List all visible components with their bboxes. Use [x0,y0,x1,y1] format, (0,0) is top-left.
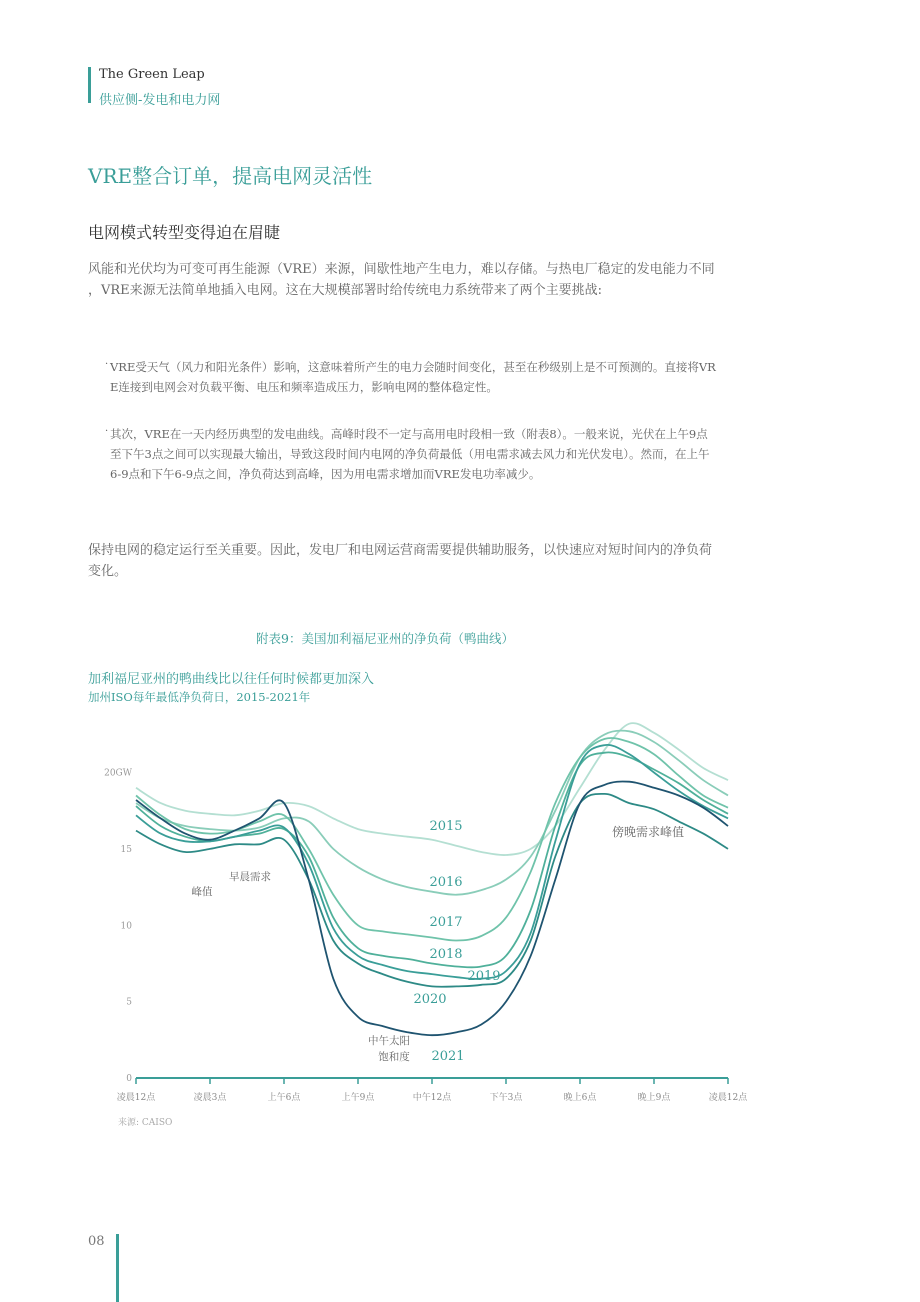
x-tick-label: 凌晨12点 [708,1093,748,1103]
x-tick-label: 上午9点 [341,1093,375,1103]
section-subtitle: 电网模式转型变得迫在眉睫 [88,223,281,242]
y-tick-label: 20GW [104,768,132,779]
x-tick-label: 凌晨3点 [193,1093,227,1103]
x-tick-label: 晚上9点 [637,1093,671,1103]
series-line-2016 [136,731,728,895]
annotation-peak: 峰值 [191,886,213,898]
bullet-dot: · [105,359,109,370]
series-label-2018: 2018 [429,947,463,962]
series-line-2019 [136,745,728,979]
duck-curve-chart [0,720,800,1140]
x-tick-label: 凌晨12点 [116,1093,156,1103]
y-tick-label: 5 [126,997,132,1008]
y-tick-label: 10 [120,921,132,932]
bullet-line: 至下午3点之间可以实现最大输出，导致这段时间内电网的净负荷最低（用电需求减去风力和光伏发电）。然而，在上午 [110,447,710,461]
page-title: VRE整合订单，提高电网灵活性 [88,164,373,188]
figure-caption: 附表9：美国加利福尼亚州的净负荷（鸭曲线） [256,631,514,646]
bullet-line: E连接到电网会对负载平衡、电压和频率造成压力，影响电网的整体稳定性。 [110,380,498,394]
y-tick-label: 15 [120,844,132,855]
x-tick-label: 中午12点 [412,1093,452,1103]
annotation-morning-demand: 早晨需求 [229,871,271,883]
brand-title: The Green Leap [99,67,205,82]
annotation-evening-peak: 傍晚需求峰值 [611,825,685,839]
chart-source: 来源: CAISO [118,1118,173,1128]
conclusion-paragraph [88,540,763,582]
bullet-item [110,424,765,484]
bullet-dot: · [105,426,109,437]
bullet-item [110,357,765,397]
bullet-line: 其次，VRE在一天内经历典型的发电曲线。高峰时段不一定与高用电时段相一致（附表8）。一般来说，光伏在上午9点 [110,427,708,441]
intro-line: ，VRE来源无法简单地插入电网。这在大规模部署时给传统电力系统带来了两个主要挑战: [88,283,603,298]
bullet-line: 6-9点和下午6-9点之间，净负荷达到高峰，因为用电需求增加而VRE发电功率减少。 [110,467,541,481]
series-label-2020: 2020 [413,992,447,1007]
section-title: 供应侧-发电和电力网 [99,93,221,108]
series-label-2019: 2019 [467,969,501,984]
series-label-2021: 2021 [431,1049,465,1064]
chart-title: 加利福尼亚州的鸭曲线比以往任何时候都更加深入 [88,672,375,687]
footer-accent-bar [116,1234,119,1302]
x-tick-label: 上午6点 [267,1093,301,1103]
x-tick-label: 下午3点 [489,1093,523,1103]
x-tick-label: 晚上6点 [563,1093,597,1103]
bullet-line: VRE受天气（风力和阳光条件）影响，这意味着所产生的电力会随时间变化，甚至在秒级别上是不可预测的。直接将VR [110,360,716,374]
intro-paragraph [88,259,763,301]
page-number: 08 [88,1234,105,1249]
annotation-noon-solar: 饱和度 [378,1051,410,1063]
conclusion-line: 变化。 [88,564,128,579]
header-accent-bar [88,67,91,103]
series-label-2016: 2016 [429,875,463,890]
annotation-noon-solar: 中午太阳 [368,1035,410,1047]
series-label-2017: 2017 [429,915,463,930]
y-tick-label: 0 [126,1074,132,1084]
series-label-2015: 2015 [429,819,463,834]
intro-line: 风能和光伏均为可变可再生能源（VRE）来源，间歇性地产生电力，难以存储。与热电厂稳定的发电能力不同 [88,262,715,277]
series-line-2018 [136,752,728,967]
conclusion-line: 保持电网的稳定运行至关重要。因此，发电厂和电网运营商需要提供辅助服务，以快速应对短时间内的净负荷 [88,543,713,558]
chart-subtitle: 加州ISO每年最低净负荷日，2015-2021年 [88,690,311,704]
